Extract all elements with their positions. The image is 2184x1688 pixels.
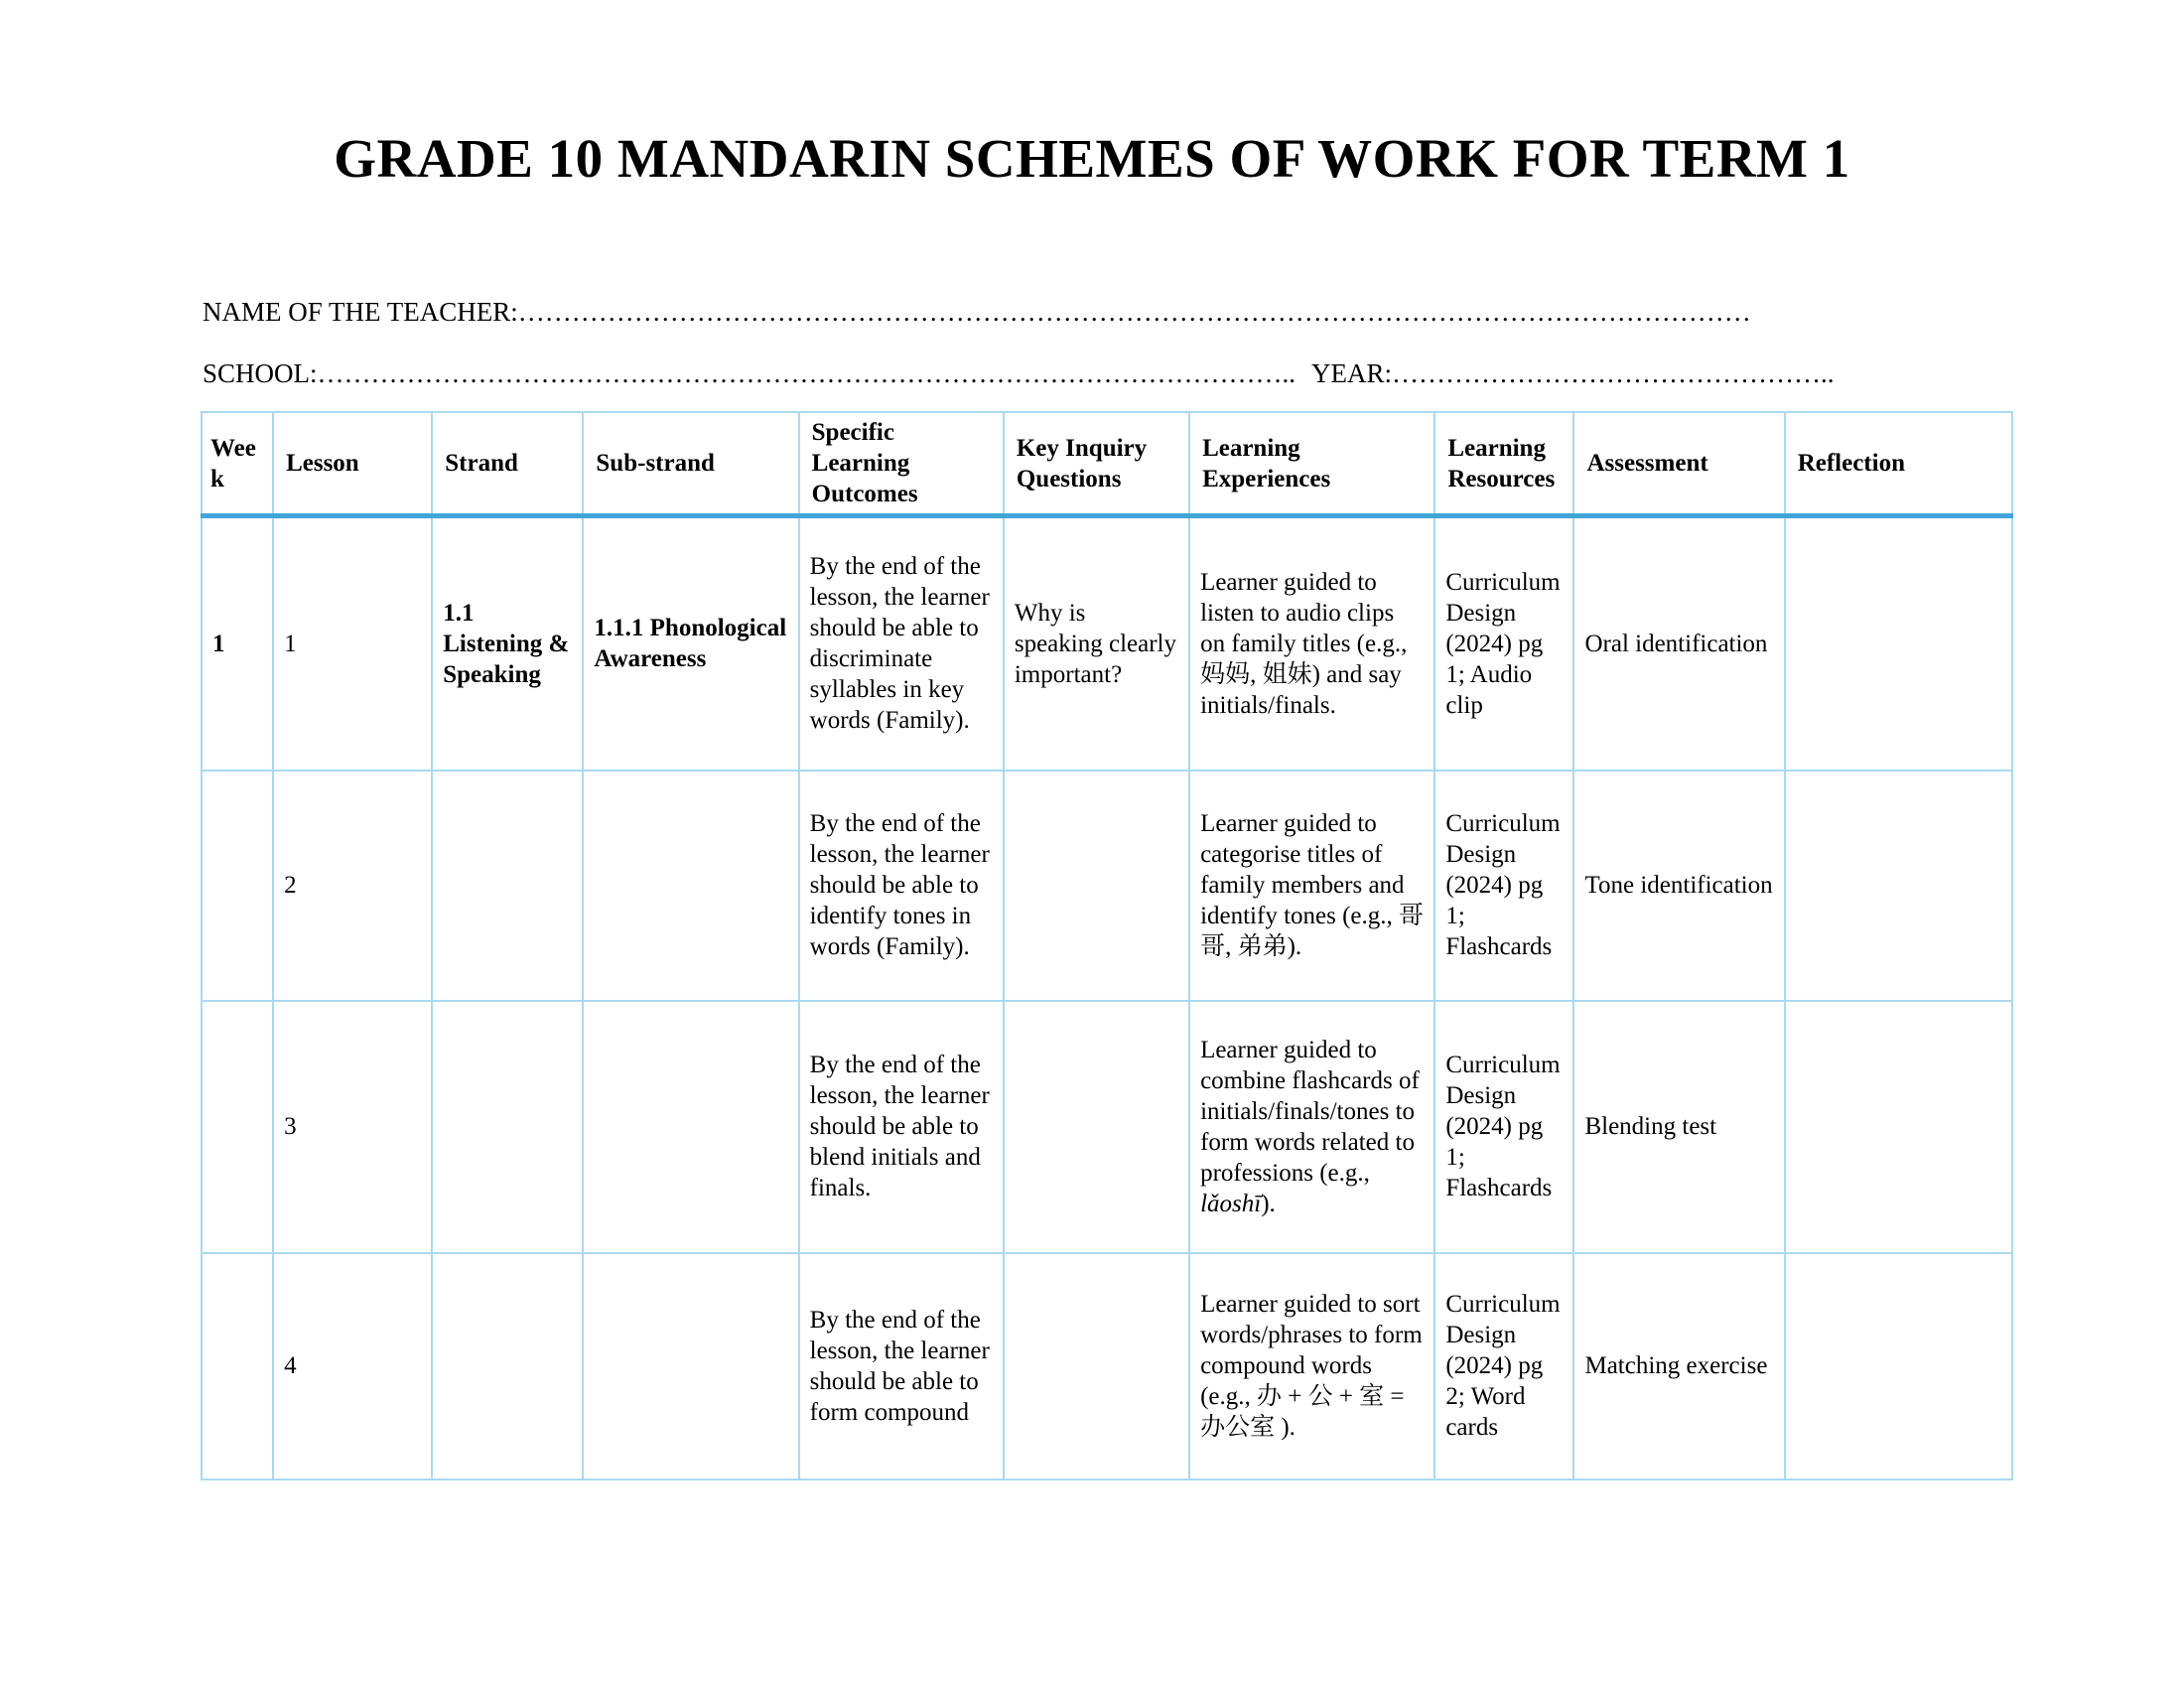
cell-week: 1 xyxy=(202,516,273,771)
cell-strand: 1.1 Listening & Speaking xyxy=(432,516,583,771)
cell-lesson: 1 xyxy=(273,516,432,771)
cell-assessment: Matching exercise xyxy=(1573,1253,1784,1479)
cell-reflection xyxy=(1785,1253,2012,1479)
cell-key-inquiry-questions: Why is speaking clearly important? xyxy=(1004,516,1189,771)
cell-learning-resources: Curriculum Design (2024) pg 1; Audio clip xyxy=(1434,516,1573,771)
cell-sub-strand xyxy=(583,1001,798,1253)
cell-specific-learning-outcomes: By the end of the lesson, the learner should be able to discriminate syllables in key words (Family). xyxy=(799,516,1004,771)
cell-learning-resources: Curriculum Design (2024) pg 1; Flashcards xyxy=(1434,1001,1573,1253)
table-row xyxy=(202,1001,2012,1253)
school-dotted-blank: ……………………………………………………………………………………………….. xyxy=(317,358,1297,388)
table-header-row xyxy=(202,412,2012,516)
cell-learning-experiences xyxy=(1189,1001,1434,1253)
cell-assessment: Oral identification xyxy=(1573,516,1784,771)
col-header-lesson: Lesson xyxy=(273,412,432,516)
cell-learning-resources: Curriculum Design (2024) pg 1; Flashcards xyxy=(1434,771,1573,1001)
cell-reflection xyxy=(1785,771,2012,1001)
school-label: SCHOOL: xyxy=(203,358,318,388)
cell-learning-experiences: Learner guided to categorise titles of family members and identify tones (e.g., 哥哥, 弟弟). xyxy=(1189,771,1434,1001)
cell-specific-learning-outcomes: By the end of the lesson, the learner should be able to form compound xyxy=(799,1253,1004,1479)
cell-key-inquiry-questions xyxy=(1004,1001,1189,1253)
cell-learning-resources: Curriculum Design (2024) pg 2; Word cards xyxy=(1434,1253,1573,1479)
col-header-learning-resources: Learning Resources xyxy=(1434,412,1573,516)
col-header-sub-strand: Sub-strand xyxy=(583,412,798,516)
cell-learning-experiences: Learner guided to listen to audio clips on family titles (e.g., 妈妈, 姐妹) and say initials/finals. xyxy=(1189,516,1434,771)
cell-lesson: 2 xyxy=(273,771,432,1001)
cell-key-inquiry-questions xyxy=(1004,1253,1189,1479)
cell-sub-strand xyxy=(583,1253,798,1479)
cell-lesson: 3 xyxy=(273,1001,432,1253)
learning-experience-text: ). xyxy=(1261,1190,1276,1217)
cell-key-inquiry-questions xyxy=(1004,771,1189,1001)
teacher-label: NAME OF THE TEACHER: xyxy=(203,297,518,327)
learning-experience-text: Learner guided to combine flashcards of initials/finals/tones to form words related to professions (e.g., xyxy=(1200,1036,1420,1187)
col-header-week: Week xyxy=(202,412,273,516)
cell-sub-strand: 1.1.1 Phonological Awareness xyxy=(583,516,798,771)
cell-reflection xyxy=(1785,516,2012,771)
cell-week xyxy=(202,771,273,1001)
cell-specific-learning-outcomes: By the end of the lesson, the learner should be able to identify tones in words (Family). xyxy=(799,771,1004,1001)
col-header-assessment: Assessment xyxy=(1573,412,1784,516)
pinyin-term: lǎoshī xyxy=(1200,1190,1262,1217)
page-title: GRADE 10 MANDARIN SCHEMES OF WORK FOR TERM 1 xyxy=(334,128,1850,189)
col-header-strand: Strand xyxy=(432,412,583,516)
cell-week xyxy=(202,1001,273,1253)
cell-learning-experiences: Learner guided to sort words/phrases to form compound words (e.g., 办 + 公 + 室 = 办公室 ). xyxy=(1189,1253,1434,1479)
col-header-learning-experiences: Learning Experiences xyxy=(1189,412,1434,516)
school-year-line xyxy=(203,358,2051,389)
cell-reflection xyxy=(1785,1001,2012,1253)
teacher-name-line xyxy=(203,297,2051,328)
cell-assessment: Tone identification xyxy=(1573,771,1784,1001)
col-header-key-inquiry-questions: Key Inquiry Questions xyxy=(1004,412,1189,516)
col-header-specific-learning-outcomes: Specific Learning Outcomes xyxy=(799,412,1004,516)
cell-sub-strand xyxy=(583,771,798,1001)
cell-assessment: Blending test xyxy=(1573,1001,1784,1253)
table-row xyxy=(202,771,2012,1001)
cell-lesson: 4 xyxy=(273,1253,432,1479)
year-label: YEAR: xyxy=(1311,358,1393,388)
table-row xyxy=(202,1253,2012,1479)
schemes-of-work-table xyxy=(201,411,2013,1480)
table-row xyxy=(202,516,2012,771)
year-dotted-blank: ………………………………………….. xyxy=(1392,358,1835,388)
cell-strand xyxy=(432,771,583,1001)
cell-specific-learning-outcomes: By the end of the lesson, the learner should be able to blend initials and finals. xyxy=(799,1001,1004,1253)
cell-strand xyxy=(432,1253,583,1479)
teacher-dotted-blank: ………………………………………………………………………………………………………………………… xyxy=(517,297,1751,327)
col-header-reflection: Reflection xyxy=(1785,412,2012,516)
cell-strand xyxy=(432,1001,583,1253)
cell-week xyxy=(202,1253,273,1479)
